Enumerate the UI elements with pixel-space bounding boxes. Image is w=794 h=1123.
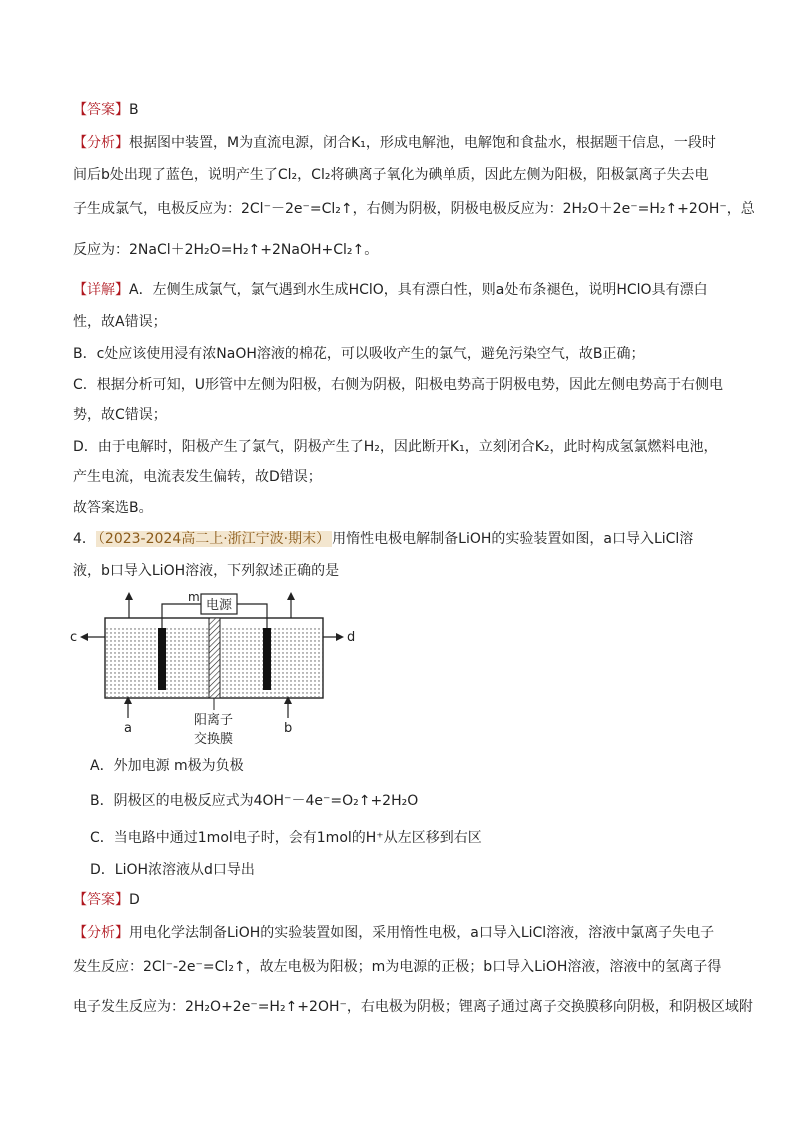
detail-line-5: 势，故C错误； xyxy=(73,407,167,423)
detail-line-1 xyxy=(73,280,708,300)
membrane-label-2: 交换膜 xyxy=(194,732,234,747)
detail-line-2: 性，故A错误； xyxy=(73,314,167,330)
answer-tag: 【答案】 xyxy=(73,892,129,908)
option-c: C．当电路中通过1mol电子时，会有1mol的H⁺从左区移到右区 xyxy=(90,830,482,846)
analysis2-line-1 xyxy=(73,923,714,943)
option-b: B．阴极区的电极反应式为4OH⁻－4e⁻=O₂↑+2H₂O xyxy=(90,793,419,809)
left-electrode xyxy=(158,628,166,690)
label-c: c xyxy=(70,630,78,645)
detail-tag: 【详解】 xyxy=(73,282,129,298)
wire-right xyxy=(237,604,267,628)
analysis-line-1 xyxy=(73,133,716,153)
detail-conclusion: 故答案选B。 xyxy=(73,500,153,516)
arrow-up-left-head xyxy=(125,592,133,600)
arrow-up-right-head xyxy=(287,592,295,600)
answer-value: B xyxy=(129,102,139,118)
analysis-tag: 【分析】 xyxy=(73,925,129,941)
answer-value: D xyxy=(129,892,140,908)
inlet-b-head xyxy=(284,696,292,704)
question-4-stem-2: 液，b口导入LiOH溶液，下列叙述正确的是 xyxy=(73,563,340,579)
analysis-line-4: 反应为：2NaCl＋2H₂O=H₂↑+2NaOH+Cl₂↑。 xyxy=(73,242,379,258)
analysis-text: 用电化学法制备LiOH的实验装置如图，采用惰性电极，a口导入LiCl溶液，溶液中氯离子失电子 xyxy=(129,925,715,941)
label-a: a xyxy=(124,721,132,736)
option-d: D．LiOH浓溶液从d口导出 xyxy=(90,862,255,878)
membrane-label-1: 阳离子 xyxy=(194,713,234,728)
answer-line-1 xyxy=(73,100,139,120)
analysis2-line-2: 发生反应：2Cl⁻-2e⁻=Cl₂↑，故左电极为阳极；m为电源的正极；b口导入LiOH溶液，溶液中的氢离子得 xyxy=(73,959,722,975)
question-stem-1: 用惰性电极电解制备LiOH的实验装置如图，a口导入LiCl溶 xyxy=(332,531,694,547)
detail-line-3: B．c处应该使用浸有浓NaOH溶液的棉花，可以吸收产生的氯气，避免污染空气，故B正确； xyxy=(73,346,645,362)
analysis-text: 根据图中装置，M为直流电源，闭合K₁，形成电解池，电解饱和食盐水，根据题干信息，一段时 xyxy=(129,135,716,151)
analysis-line-2: 间后b处出现了蓝色，说明产生了Cl₂，Cl₂将碘离子氧化为碘单质，因此左侧为阳极，阳极氯离子失去电 xyxy=(73,167,709,183)
detail-text: A．左侧生成氯气，氯气遇到水生成HClO，具有漂白性，则a处布条褪色，说明HClO具有漂白 xyxy=(129,282,708,298)
question-number: 4． xyxy=(73,531,96,547)
question-source: （2023-2024高二上·浙江宁波·期末） xyxy=(97,531,331,547)
cation-exchange-membrane xyxy=(209,618,220,698)
inlet-a-head xyxy=(124,696,132,704)
m-label: m xyxy=(188,590,200,604)
outlet-c-head xyxy=(80,633,88,641)
option-a: A．外加电源 m极为负极 xyxy=(90,758,244,774)
analysis-tag: 【分析】 xyxy=(73,135,129,151)
electrolyte-left xyxy=(105,627,210,697)
wire-left xyxy=(162,604,201,628)
question-4-stem xyxy=(73,529,693,549)
electrolyte-right xyxy=(220,627,323,697)
detail-line-4: C．根据分析可知，U形管中左侧为阳极，右侧为阴极，阳极电势高于阴极电势，因此左侧电势高于右侧电 xyxy=(73,377,724,393)
answer-line-2 xyxy=(73,890,140,910)
label-d: d xyxy=(347,630,356,645)
answer-tag: 【答案】 xyxy=(73,102,129,118)
power-label: 电源 xyxy=(206,598,233,613)
analysis-line-3: 子生成氯气，电极反应为：2Cl⁻－2e⁻=Cl₂↑，右侧为阴极，阴极电极反应为：2H₂O＋2e⁻=H₂↑+2OH⁻，总 xyxy=(73,201,755,217)
right-electrode xyxy=(263,628,271,690)
detail-line-7: 产生电流，电流表发生偏转，故D错误； xyxy=(73,469,322,485)
analysis2-line-3: 电子发生反应为：2H₂O+2e⁻=H₂↑+2OH⁻，右电极为阴极；锂离子通过离子交换膜移向阴极，和阴极区域附 xyxy=(73,999,753,1015)
electrolysis-diagram xyxy=(70,588,370,748)
label-b: b xyxy=(284,721,293,736)
detail-line-6: D．由于电解时，阳极产生了氯气，阴极产生了H₂，因此断开K₁，立刻闭合K₂，此时构成氢氯燃料电池， xyxy=(73,439,718,455)
outlet-d-head xyxy=(336,633,344,641)
